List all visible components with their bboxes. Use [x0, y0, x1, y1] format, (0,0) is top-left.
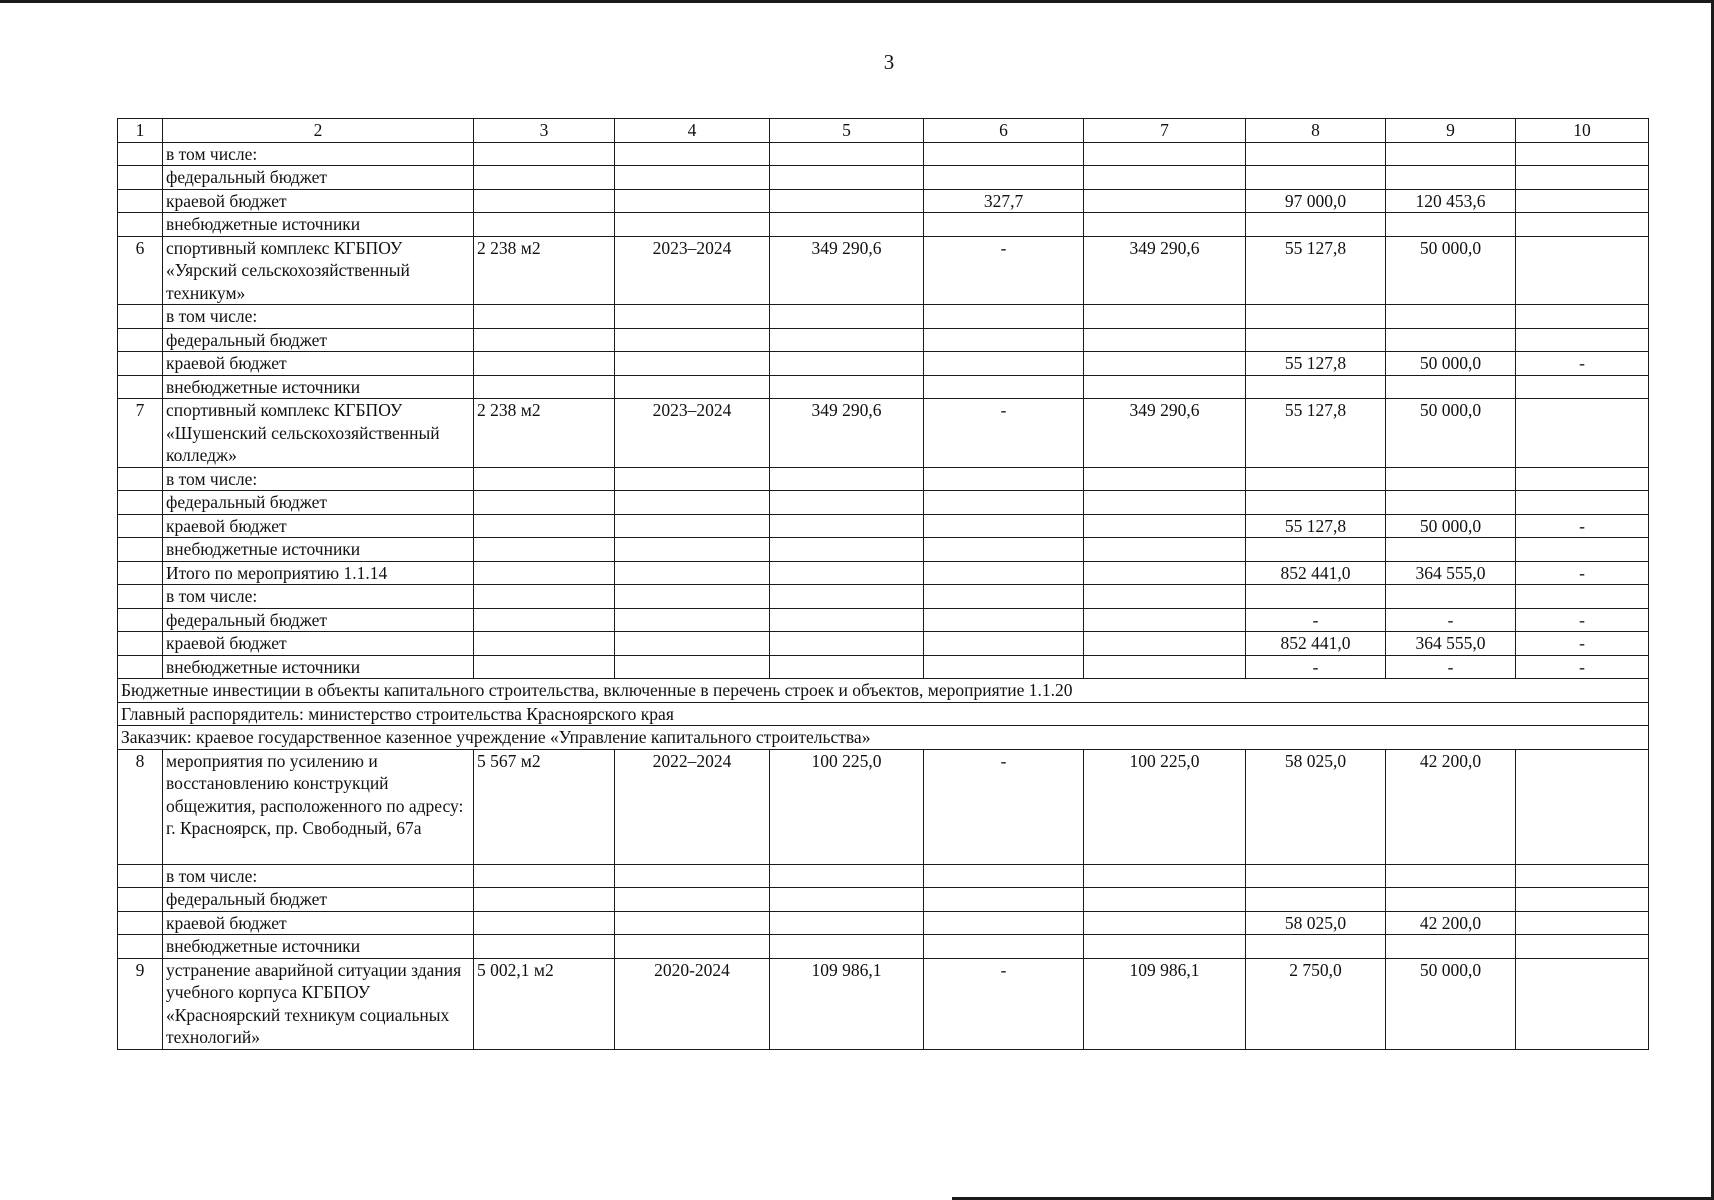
cell-description: краевой бюджет: [163, 632, 474, 656]
cell-description: краевой бюджет: [163, 189, 474, 213]
cell-row-number: [118, 491, 163, 515]
cell-total-cost: [770, 864, 924, 888]
cell-area: [474, 375, 615, 399]
cell-col-6: [924, 375, 1084, 399]
cell-area: [474, 608, 615, 632]
cell-col-7: [1084, 655, 1246, 679]
cell-total-cost: [770, 538, 924, 562]
cell-row-number: [118, 538, 163, 562]
cell-col-9: [1386, 864, 1516, 888]
cell-description: федеральный бюджет: [163, 491, 474, 515]
cell-col-7: 100 225,0: [1084, 749, 1246, 864]
cell-row-number: [118, 935, 163, 959]
cell-col-7: 349 290,6: [1084, 399, 1246, 468]
cell-row-number: [118, 911, 163, 935]
cell-col-9: [1386, 935, 1516, 959]
cell-description: Итого по мероприятию 1.1.14: [163, 561, 474, 585]
table-row: [118, 911, 1649, 935]
cell-period: [615, 491, 770, 515]
cell-description: в том числе:: [163, 864, 474, 888]
cell-col-9: [1386, 328, 1516, 352]
cell-row-number: [118, 514, 163, 538]
cell-total-cost: 349 290,6: [770, 399, 924, 468]
cell-description: федеральный бюджет: [163, 166, 474, 190]
cell-period: 2023–2024: [615, 399, 770, 468]
cell-col-6: [924, 585, 1084, 609]
cell-col-7: [1084, 911, 1246, 935]
cell-col-7: [1084, 352, 1246, 376]
cell-area: 2 238 м2: [474, 236, 615, 305]
section-heading: Заказчик: краевое государственное казенное учреждение «Управление капитального строительства»: [118, 726, 1649, 750]
table-row: [118, 467, 1649, 491]
table-row: [118, 305, 1649, 329]
cell-col-9: 50 000,0: [1386, 514, 1516, 538]
cell-row-number: [118, 189, 163, 213]
cell-row-number: [118, 142, 163, 166]
cell-col-7: 349 290,6: [1084, 236, 1246, 305]
cell-col-10: -: [1516, 655, 1649, 679]
cell-col-9: [1386, 491, 1516, 515]
cell-area: [474, 166, 615, 190]
cell-col-10: [1516, 189, 1649, 213]
cell-description: внебюджетные источники: [163, 935, 474, 959]
cell-area: [474, 561, 615, 585]
cell-description: в том числе:: [163, 467, 474, 491]
cell-row-number: [118, 375, 163, 399]
cell-period: 2020-2024: [615, 958, 770, 1049]
cell-col-8: [1246, 305, 1386, 329]
cell-col-10: [1516, 467, 1649, 491]
cell-col-7: [1084, 935, 1246, 959]
cell-area: [474, 352, 615, 376]
table-row: [118, 632, 1649, 656]
table-row: [118, 935, 1649, 959]
cell-area: [474, 632, 615, 656]
page-number: 3: [883, 50, 895, 74]
cell-col-8: [1246, 888, 1386, 912]
cell-col-10: [1516, 328, 1649, 352]
cell-area: [474, 655, 615, 679]
cell-col-6: [924, 632, 1084, 656]
cell-col-8: 97 000,0: [1246, 189, 1386, 213]
cell-col-9: [1386, 375, 1516, 399]
cell-col-6: [924, 491, 1084, 515]
cell-col-7: [1084, 305, 1246, 329]
cell-col-7: [1084, 514, 1246, 538]
cell-col-9: 364 555,0: [1386, 561, 1516, 585]
cell-col-6: [924, 935, 1084, 959]
table-row: [118, 514, 1649, 538]
cell-period: [615, 142, 770, 166]
section-heading-row: [118, 679, 1649, 703]
cell-col-9: -: [1386, 655, 1516, 679]
cell-col-10: [1516, 236, 1649, 305]
table-row: [118, 888, 1649, 912]
cell-col-6: [924, 655, 1084, 679]
cell-total-cost: [770, 561, 924, 585]
cell-period: 2023–2024: [615, 236, 770, 305]
cell-col-10: [1516, 142, 1649, 166]
cell-area: [474, 467, 615, 491]
cell-description: мероприятия по усилению и восстановлению конструкций общежития, расположенного по адресу: г. Красноярск, пр. Свободный, 67а: [163, 749, 474, 864]
cell-description: краевой бюджет: [163, 911, 474, 935]
table-row: [118, 585, 1649, 609]
cell-col-10: [1516, 911, 1649, 935]
cell-col-10: -: [1516, 608, 1649, 632]
header-cell: 7: [1084, 119, 1246, 143]
cell-total-cost: [770, 935, 924, 959]
cell-col-7: [1084, 467, 1246, 491]
cell-col-6: [924, 911, 1084, 935]
cell-description: краевой бюджет: [163, 514, 474, 538]
cell-period: [615, 632, 770, 656]
cell-total-cost: [770, 213, 924, 237]
cell-row-number: [118, 328, 163, 352]
cell-col-9: [1386, 585, 1516, 609]
table-row: [118, 375, 1649, 399]
cell-col-9: [1386, 888, 1516, 912]
cell-description: устранение аварийной ситуации здания учебного корпуса КГБПОУ «Красноярский техникум социальных технологий»: [163, 958, 474, 1049]
cell-period: [615, 538, 770, 562]
cell-col-7: [1084, 888, 1246, 912]
cell-total-cost: [770, 166, 924, 190]
cell-row-number: [118, 561, 163, 585]
cell-row-number: [118, 655, 163, 679]
cell-total-cost: [770, 467, 924, 491]
table-row: [118, 655, 1649, 679]
cell-row-number: [118, 166, 163, 190]
section-heading-row: [118, 726, 1649, 750]
table-row: [118, 958, 1649, 1049]
cell-col-10: [1516, 399, 1649, 468]
cell-row-number: 9: [118, 958, 163, 1049]
cell-area: [474, 328, 615, 352]
table-row: [118, 491, 1649, 515]
cell-col-10: [1516, 166, 1649, 190]
cell-col-8: [1246, 142, 1386, 166]
cell-total-cost: 349 290,6: [770, 236, 924, 305]
cell-col-8: 55 127,8: [1246, 399, 1386, 468]
cell-col-6: -: [924, 749, 1084, 864]
cell-col-7: [1084, 538, 1246, 562]
cell-total-cost: [770, 585, 924, 609]
cell-col-6: -: [924, 236, 1084, 305]
cell-period: [615, 467, 770, 491]
table-row: [118, 608, 1649, 632]
table-header-row: [118, 119, 1649, 143]
cell-description: в том числе:: [163, 142, 474, 166]
cell-total-cost: [770, 142, 924, 166]
cell-period: [615, 189, 770, 213]
cell-col-8: [1246, 491, 1386, 515]
cell-col-6: [924, 352, 1084, 376]
cell-description: спортивный комплекс КГБПОУ «Уярский сельскохозяйственный техникум»: [163, 236, 474, 305]
cell-col-7: [1084, 166, 1246, 190]
cell-col-6: -: [924, 958, 1084, 1049]
cell-col-10: [1516, 491, 1649, 515]
cell-col-10: -: [1516, 514, 1649, 538]
cell-col-6: [924, 864, 1084, 888]
cell-col-8: -: [1246, 608, 1386, 632]
cell-total-cost: [770, 375, 924, 399]
cell-row-number: [118, 305, 163, 329]
cell-col-10: [1516, 888, 1649, 912]
cell-description: в том числе:: [163, 305, 474, 329]
header-cell: 4: [615, 119, 770, 143]
cell-area: [474, 142, 615, 166]
cell-description: федеральный бюджет: [163, 328, 474, 352]
cell-col-9: [1386, 305, 1516, 329]
cell-col-9: 50 000,0: [1386, 236, 1516, 305]
cell-col-10: -: [1516, 352, 1649, 376]
cell-period: [615, 608, 770, 632]
cell-col-8: 55 127,8: [1246, 236, 1386, 305]
header-cell: 5: [770, 119, 924, 143]
cell-row-number: 6: [118, 236, 163, 305]
cell-col-8: [1246, 213, 1386, 237]
cell-period: [615, 328, 770, 352]
cell-col-9: 50 000,0: [1386, 399, 1516, 468]
table-row: [118, 561, 1649, 585]
cell-col-8: [1246, 375, 1386, 399]
cell-total-cost: [770, 305, 924, 329]
cell-col-8: [1246, 166, 1386, 190]
cell-description: внебюджетные источники: [163, 375, 474, 399]
cell-col-7: [1084, 864, 1246, 888]
cell-description: федеральный бюджет: [163, 608, 474, 632]
table-row: [118, 864, 1649, 888]
cell-col-8: -: [1246, 655, 1386, 679]
header-cell: 6: [924, 119, 1084, 143]
cell-col-8: 55 127,8: [1246, 352, 1386, 376]
cell-col-9: 42 200,0: [1386, 911, 1516, 935]
cell-col-9: -: [1386, 608, 1516, 632]
cell-period: [615, 514, 770, 538]
cell-area: [474, 213, 615, 237]
cell-col-8: [1246, 585, 1386, 609]
cell-col-8: 852 441,0: [1246, 561, 1386, 585]
cell-total-cost: [770, 352, 924, 376]
scan-edge-top: [0, 0, 1714, 3]
cell-col-10: [1516, 375, 1649, 399]
cell-period: [615, 888, 770, 912]
cell-period: [615, 352, 770, 376]
cell-col-6: [924, 328, 1084, 352]
cell-total-cost: [770, 514, 924, 538]
cell-col-6: [924, 538, 1084, 562]
cell-description: федеральный бюджет: [163, 888, 474, 912]
cell-area: [474, 189, 615, 213]
table-row: [118, 328, 1649, 352]
cell-col-9: [1386, 538, 1516, 562]
table-row: [118, 538, 1649, 562]
cell-period: [615, 911, 770, 935]
cell-description: внебюджетные источники: [163, 538, 474, 562]
header-cell: 9: [1386, 119, 1516, 143]
cell-col-10: -: [1516, 561, 1649, 585]
cell-col-6: 327,7: [924, 189, 1084, 213]
cell-row-number: [118, 213, 163, 237]
cell-area: [474, 864, 615, 888]
cell-period: [615, 655, 770, 679]
cell-period: [615, 213, 770, 237]
cell-area: 5 567 м2: [474, 749, 615, 864]
cell-row-number: 7: [118, 399, 163, 468]
table-row: [118, 213, 1649, 237]
cell-col-9: 364 555,0: [1386, 632, 1516, 656]
cell-area: 5 002,1 м2: [474, 958, 615, 1049]
cell-period: [615, 585, 770, 609]
table-row: [118, 749, 1649, 864]
cell-col-8: 55 127,8: [1246, 514, 1386, 538]
table-row: [118, 236, 1649, 305]
header-cell: 2: [163, 119, 474, 143]
cell-col-7: [1084, 142, 1246, 166]
section-heading-row: [118, 702, 1649, 726]
cell-col-6: [924, 608, 1084, 632]
cell-col-6: [924, 142, 1084, 166]
cell-area: [474, 491, 615, 515]
cell-col-7: [1084, 632, 1246, 656]
cell-col-6: [924, 213, 1084, 237]
cell-total-cost: [770, 491, 924, 515]
cell-description: в том числе:: [163, 585, 474, 609]
cell-total-cost: 109 986,1: [770, 958, 924, 1049]
section-heading: Главный распорядитель: министерство строительства Красноярского края: [118, 702, 1649, 726]
cell-col-10: [1516, 213, 1649, 237]
cell-col-7: [1084, 561, 1246, 585]
cell-period: 2022–2024: [615, 749, 770, 864]
cell-col-8: [1246, 328, 1386, 352]
cell-col-6: [924, 166, 1084, 190]
cell-area: [474, 935, 615, 959]
cell-col-10: -: [1516, 632, 1649, 656]
cell-description: внебюджетные источники: [163, 655, 474, 679]
cell-col-9: [1386, 213, 1516, 237]
cell-col-8: 58 025,0: [1246, 749, 1386, 864]
cell-col-7: [1084, 491, 1246, 515]
cell-col-10: [1516, 864, 1649, 888]
cell-area: [474, 911, 615, 935]
cell-period: [615, 561, 770, 585]
cell-row-number: [118, 632, 163, 656]
cell-area: [474, 585, 615, 609]
cell-col-8: 58 025,0: [1246, 911, 1386, 935]
cell-col-6: -: [924, 399, 1084, 468]
cell-col-9: 50 000,0: [1386, 958, 1516, 1049]
cell-col-7: 109 986,1: [1084, 958, 1246, 1049]
cell-col-9: 42 200,0: [1386, 749, 1516, 864]
cell-col-9: [1386, 142, 1516, 166]
cell-col-8: [1246, 538, 1386, 562]
cell-col-6: [924, 888, 1084, 912]
cell-total-cost: [770, 608, 924, 632]
section-heading: Бюджетные инвестиции в объекты капитального строительства, включенные в перечень строек и объектов, мероприятие 1.1.20: [118, 679, 1649, 703]
cell-col-10: [1516, 935, 1649, 959]
cell-col-9: 50 000,0: [1386, 352, 1516, 376]
cell-total-cost: [770, 632, 924, 656]
cell-row-number: [118, 467, 163, 491]
cell-row-number: [118, 888, 163, 912]
cell-row-number: [118, 585, 163, 609]
cell-col-6: [924, 514, 1084, 538]
header-cell: 10: [1516, 119, 1649, 143]
cell-col-8: 2 750,0: [1246, 958, 1386, 1049]
cell-col-6: [924, 467, 1084, 491]
cell-col-10: [1516, 749, 1649, 864]
cell-col-9: 120 453,6: [1386, 189, 1516, 213]
cell-area: [474, 888, 615, 912]
cell-col-10: [1516, 305, 1649, 329]
cell-row-number: [118, 864, 163, 888]
cell-row-number: [118, 352, 163, 376]
cell-col-8: [1246, 864, 1386, 888]
cell-col-7: [1084, 585, 1246, 609]
cell-col-7: [1084, 608, 1246, 632]
cell-area: [474, 305, 615, 329]
table-row: [118, 166, 1649, 190]
table-row: [118, 352, 1649, 376]
cell-col-6: [924, 305, 1084, 329]
cell-col-7: [1084, 375, 1246, 399]
budget-table: [117, 118, 1649, 1050]
cell-col-8: [1246, 467, 1386, 491]
cell-area: [474, 538, 615, 562]
table-row: [118, 142, 1649, 166]
cell-col-10: [1516, 585, 1649, 609]
cell-col-8: [1246, 935, 1386, 959]
cell-total-cost: [770, 328, 924, 352]
cell-area: [474, 514, 615, 538]
cell-total-cost: 100 225,0: [770, 749, 924, 864]
cell-period: [615, 166, 770, 190]
cell-total-cost: [770, 655, 924, 679]
table-row: [118, 399, 1649, 468]
cell-col-7: [1084, 328, 1246, 352]
cell-row-number: [118, 608, 163, 632]
cell-row-number: 8: [118, 749, 163, 864]
cell-description: краевой бюджет: [163, 352, 474, 376]
header-cell: 8: [1246, 119, 1386, 143]
cell-total-cost: [770, 888, 924, 912]
cell-col-10: [1516, 538, 1649, 562]
cell-description: спортивный комплекс КГБПОУ «Шушенский сельскохозяйственный колледж»: [163, 399, 474, 468]
cell-period: [615, 864, 770, 888]
cell-description: внебюджетные источники: [163, 213, 474, 237]
cell-total-cost: [770, 189, 924, 213]
header-cell: 1: [118, 119, 163, 143]
cell-col-7: [1084, 213, 1246, 237]
cell-col-6: [924, 561, 1084, 585]
cell-col-10: [1516, 958, 1649, 1049]
cell-period: [615, 305, 770, 329]
table-row: [118, 189, 1649, 213]
cell-period: [615, 375, 770, 399]
header-cell: 3: [474, 119, 615, 143]
cell-total-cost: [770, 911, 924, 935]
cell-col-7: [1084, 189, 1246, 213]
cell-period: [615, 935, 770, 959]
cell-col-9: [1386, 467, 1516, 491]
cell-col-8: 852 441,0: [1246, 632, 1386, 656]
cell-area: 2 238 м2: [474, 399, 615, 468]
cell-col-9: [1386, 166, 1516, 190]
